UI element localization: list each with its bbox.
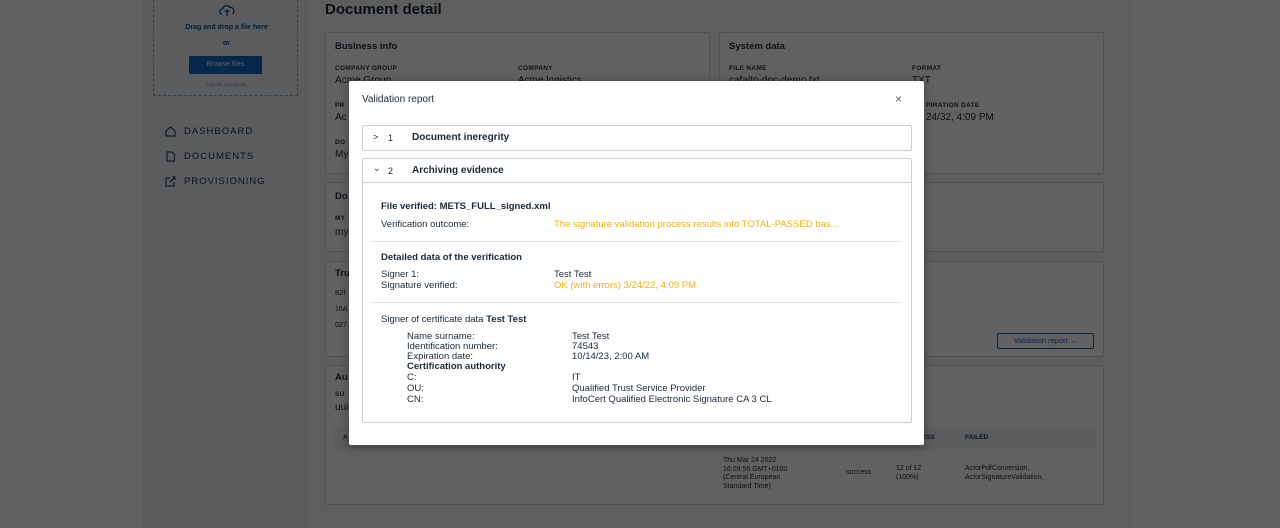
chevron-down-icon: ⌄ bbox=[373, 163, 381, 173]
certificate-heading-name: Test Test bbox=[486, 314, 527, 325]
modal-title: Validation report bbox=[362, 94, 435, 105]
cert-cn-value: InfoCert Qualified Electronic Signature CA 3 CL bbox=[572, 394, 772, 405]
signature-verified-label: Signature verified: bbox=[381, 280, 458, 291]
file-verified-heading bbox=[381, 201, 550, 212]
certificate-heading bbox=[381, 314, 526, 325]
accordion-document-integrity[interactable] bbox=[362, 125, 912, 151]
accordion-label: Document ineregrity bbox=[412, 132, 510, 143]
certificate-heading-prefix: Signer of certificate data bbox=[381, 314, 484, 325]
cert-authority-label: Certification authority bbox=[407, 361, 506, 372]
accordion-header[interactable] bbox=[363, 159, 911, 183]
verification-outcome-value: The signature validation process results into TOTAL-PASSED bas... bbox=[554, 219, 839, 230]
accordion-label: Archiving evidence bbox=[412, 165, 504, 176]
chevron-right-icon: > bbox=[373, 132, 379, 142]
cert-ou-value: Qualified Trust Service Provider bbox=[572, 383, 706, 394]
signature-verified-value: OK (with errors) 3/24/22, 4:09 PM bbox=[554, 280, 697, 291]
accordion-number: 1 bbox=[388, 133, 394, 143]
accordion-number: 2 bbox=[388, 166, 394, 176]
verification-outcome-label: Verification outcome: bbox=[381, 219, 470, 230]
signer-label: Signer 1: bbox=[381, 269, 420, 280]
cert-name-label: Name surname: bbox=[407, 331, 475, 342]
signer-value: Test Test bbox=[554, 269, 592, 280]
cert-cn-label: CN: bbox=[407, 394, 424, 405]
close-icon[interactable]: × bbox=[895, 92, 903, 106]
cert-expiration-label: Expiration date: bbox=[407, 351, 474, 362]
divider bbox=[371, 241, 901, 242]
divider bbox=[371, 302, 901, 303]
cert-id-label: Identification number: bbox=[407, 341, 498, 352]
cert-c-label: C: bbox=[407, 372, 417, 383]
validation-report-modal bbox=[349, 81, 924, 445]
cert-name-value: Test Test bbox=[572, 331, 610, 342]
cert-ou-label: OU: bbox=[407, 383, 424, 394]
cert-id-value: 74543 bbox=[572, 341, 599, 352]
cert-c-value: IT bbox=[572, 372, 581, 383]
file-verified-label: File verified: bbox=[381, 201, 437, 212]
cert-expiration-value: 10/14/23, 2:00 AM bbox=[572, 351, 650, 362]
file-verified-value: METS_FULL_signed.xml bbox=[439, 201, 551, 212]
accordion-header[interactable] bbox=[363, 126, 911, 150]
detailed-data-heading: Detailed data of the verification bbox=[381, 252, 522, 263]
